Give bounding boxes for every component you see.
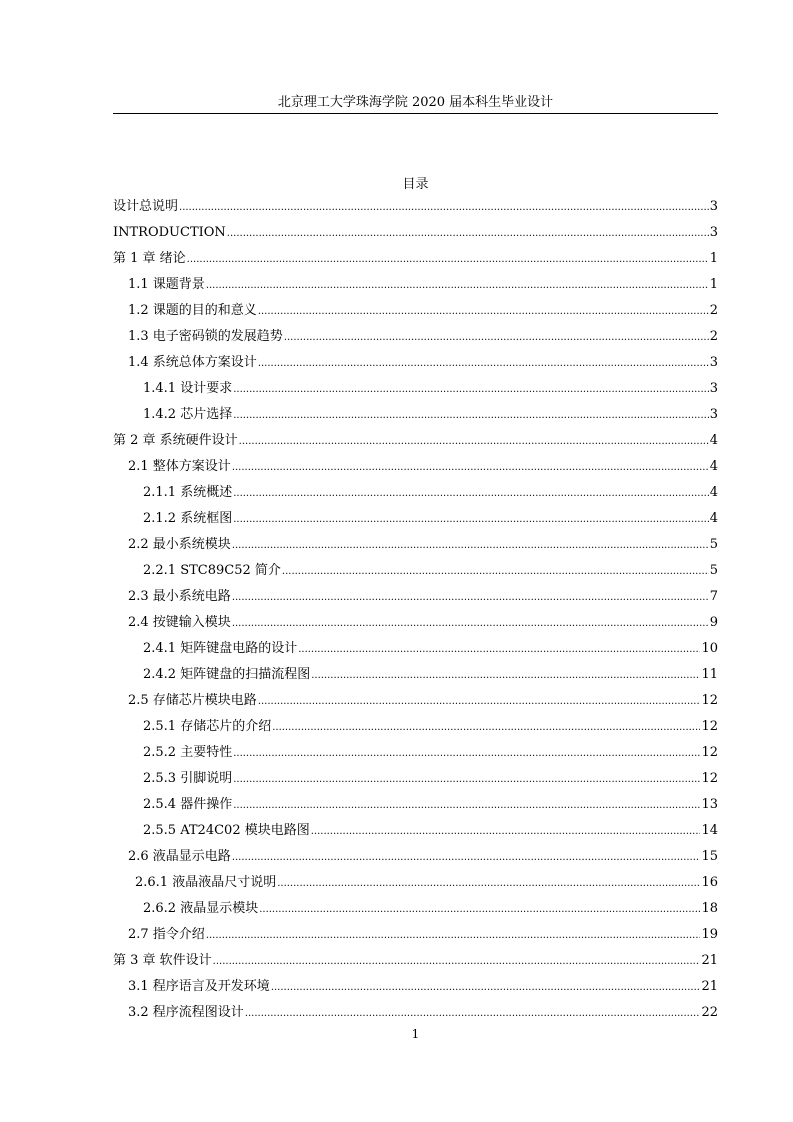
toc-leader-dots [232, 455, 709, 481]
toc-entry-label: 2.1.2 系统框图 [143, 511, 233, 526]
toc-entry[interactable] [113, 844, 718, 870]
toc-entry-page: 12 [701, 745, 718, 760]
toc-leader-dots [233, 767, 700, 793]
toc-entry[interactable] [113, 298, 718, 324]
toc-leader-dots [232, 845, 701, 871]
toc-entry-page: 1 [709, 277, 718, 292]
toc-entry[interactable] [113, 558, 718, 584]
toc-entry[interactable] [113, 194, 718, 220]
toc-leader-dots [284, 325, 709, 351]
table-of-contents [113, 194, 718, 1026]
toc-entry-label: 2.5.5 AT24C02 模块电路图 [143, 823, 310, 838]
toc-entry[interactable] [113, 766, 718, 792]
toc-leader-dots [179, 195, 709, 221]
toc-entry-label: 2.5.1 存储芯片的介绍 [143, 719, 272, 734]
toc-entry-label: 2.6.1 液晶液晶尺寸说明 [135, 875, 277, 890]
toc-entry-label: 2.4 按键输入模块 [128, 615, 231, 630]
toc-entry[interactable] [113, 246, 718, 272]
toc-leader-dots [233, 741, 700, 767]
toc-entry-label: 2.1.1 系统概述 [143, 485, 233, 500]
toc-leader-dots [233, 793, 700, 819]
toc-entry[interactable] [113, 350, 718, 376]
toc-entry-page: 5 [709, 563, 718, 578]
toc-entry-label: 1.1 课题背景 [128, 277, 205, 292]
toc-leader-dots [298, 637, 700, 663]
toc-entry-label: 2.4.2 矩阵键盘的扫描流程图 [143, 667, 311, 682]
toc-entry-page: 1 [709, 251, 718, 266]
toc-entry[interactable] [113, 740, 718, 766]
toc-entry-page: 14 [701, 823, 718, 838]
toc-entry[interactable] [113, 948, 718, 974]
toc-entry-page: 15 [701, 849, 718, 864]
toc-entry-page: 4 [709, 459, 718, 474]
toc-entry-page: 12 [701, 771, 718, 786]
toc-entry-label: 1.4 系统总体方案设计 [128, 355, 257, 370]
toc-entry-label: 2.2.1 STC89C52 简介 [143, 563, 281, 578]
toc-entry-label: 2.1 整体方案设计 [128, 459, 231, 474]
toc-entry-page: 9 [709, 615, 718, 630]
toc-entry-page: 22 [701, 1005, 718, 1020]
toc-leader-dots [245, 1001, 701, 1027]
toc-title: 目录 [402, 177, 429, 192]
toc-entry[interactable] [113, 506, 718, 532]
toc-entry-page: 21 [701, 953, 718, 968]
toc-entry-label: 1.3 电子密码锁的发展趋势 [128, 329, 283, 344]
toc-entry[interactable] [113, 272, 718, 298]
toc-entry-label: 3.1 程序语言及开发环境 [128, 979, 270, 994]
toc-leader-dots [233, 507, 709, 533]
toc-entry-page: 3 [709, 355, 718, 370]
toc-entry[interactable] [113, 584, 718, 610]
toc-entry-page: 7 [709, 589, 718, 604]
toc-entry[interactable] [113, 792, 718, 818]
toc-entry-label: 第 1 章 绪论 [113, 251, 186, 266]
toc-leader-dots [232, 533, 709, 559]
toc-leader-dots [311, 663, 700, 689]
toc-entry[interactable] [113, 974, 718, 1000]
toc-entry-label: 2.3 最小系统电路 [128, 589, 231, 604]
toc-entry-label: 2.7 指令介绍 [128, 927, 205, 942]
toc-leader-dots [213, 949, 701, 975]
toc-entry-page: 3 [709, 199, 718, 214]
toc-entry-page: 3 [709, 407, 718, 422]
toc-entry-label: 第 3 章 软件设计 [113, 953, 212, 968]
toc-leader-dots [258, 299, 709, 325]
toc-entry-page: 12 [701, 693, 718, 708]
toc-leader-dots [206, 273, 709, 299]
toc-leader-dots [187, 247, 709, 273]
toc-entry-label: 2.6 液晶显示电路 [128, 849, 231, 864]
toc-leader-dots [272, 715, 700, 741]
toc-leader-dots [206, 923, 701, 949]
toc-entry[interactable] [113, 324, 718, 350]
toc-entry-label: 2.5.2 主要特性 [143, 745, 233, 760]
toc-entry-label: 2.4.1 矩阵键盘电路的设计 [143, 641, 298, 656]
toc-entry-page: 3 [709, 381, 718, 396]
toc-entry-page: 10 [701, 641, 718, 656]
toc-entry[interactable] [113, 610, 718, 636]
toc-entry-label: 1.4.2 芯片选择 [143, 407, 233, 422]
toc-entry-page: 4 [709, 433, 718, 448]
toc-entry-label: 1.2 课题的目的和意义 [128, 303, 257, 318]
toc-entry-page: 2 [709, 329, 718, 344]
toc-entry[interactable] [113, 662, 718, 688]
toc-entry[interactable] [113, 636, 718, 662]
toc-entry[interactable] [113, 714, 718, 740]
toc-entry[interactable] [113, 688, 718, 714]
toc-leader-dots [233, 481, 709, 507]
header-rule [113, 113, 718, 114]
toc-leader-dots [282, 559, 709, 585]
toc-entry-label: 2.5.3 引脚说明 [143, 771, 233, 786]
toc-entry[interactable] [113, 220, 718, 246]
toc-leader-dots [233, 403, 709, 429]
toc-entry[interactable] [113, 896, 718, 922]
toc-leader-dots [239, 429, 709, 455]
toc-leader-dots [227, 221, 709, 247]
toc-entry[interactable] [113, 870, 718, 896]
toc-entry-label: 2.6.2 液晶显示模块 [143, 901, 259, 916]
toc-entry-label: INTRODUCTION [113, 225, 226, 240]
toc-entry-page: 21 [701, 979, 718, 994]
toc-leader-dots [311, 819, 701, 845]
toc-entry[interactable] [113, 428, 718, 454]
toc-entry-label: 2.2 最小系统模块 [128, 537, 231, 552]
toc-leader-dots [232, 585, 709, 611]
toc-entry-page: 12 [701, 719, 718, 734]
toc-entry-page: 19 [701, 927, 718, 942]
toc-entry-page: 11 [701, 667, 718, 682]
toc-entry-label: 2.5 存储芯片模块电路 [128, 693, 257, 708]
toc-leader-dots [233, 377, 709, 403]
toc-entry-page: 16 [701, 875, 718, 890]
toc-entry-page: 3 [709, 225, 718, 240]
toc-entry[interactable] [113, 818, 718, 844]
toc-leader-dots [232, 611, 709, 637]
toc-entry-label: 1.4.1 设计要求 [143, 381, 233, 396]
toc-entry[interactable] [113, 480, 718, 506]
toc-entry[interactable] [113, 402, 718, 428]
toc-entry-label: 3.2 程序流程图设计 [128, 1005, 244, 1020]
page-header: 北京理工大学珠海学院 2020 届本科生毕业设计 [277, 95, 554, 110]
toc-leader-dots [258, 689, 701, 715]
toc-entry-page: 5 [709, 537, 718, 552]
toc-entry[interactable] [113, 1000, 718, 1026]
toc-leader-dots [271, 975, 701, 1001]
toc-entry-page: 2 [709, 303, 718, 318]
toc-entry-label: 设计总说明 [113, 199, 179, 214]
page-number: 1 [411, 1027, 420, 1041]
toc-entry[interactable] [113, 532, 718, 558]
toc-entry[interactable] [113, 454, 718, 480]
toc-entry-page: 4 [709, 485, 718, 500]
toc-entry-page: 18 [701, 901, 718, 916]
toc-entry-page: 13 [701, 797, 718, 812]
toc-entry[interactable] [113, 922, 718, 948]
toc-leader-dots [259, 897, 700, 923]
toc-entry-label: 第 2 章 系统硬件设计 [113, 433, 238, 448]
toc-entry[interactable] [113, 376, 718, 402]
toc-entry-label: 2.5.4 器件操作 [143, 797, 233, 812]
toc-leader-dots [258, 351, 709, 377]
toc-leader-dots [277, 871, 700, 897]
toc-entry-page: 4 [709, 511, 718, 526]
